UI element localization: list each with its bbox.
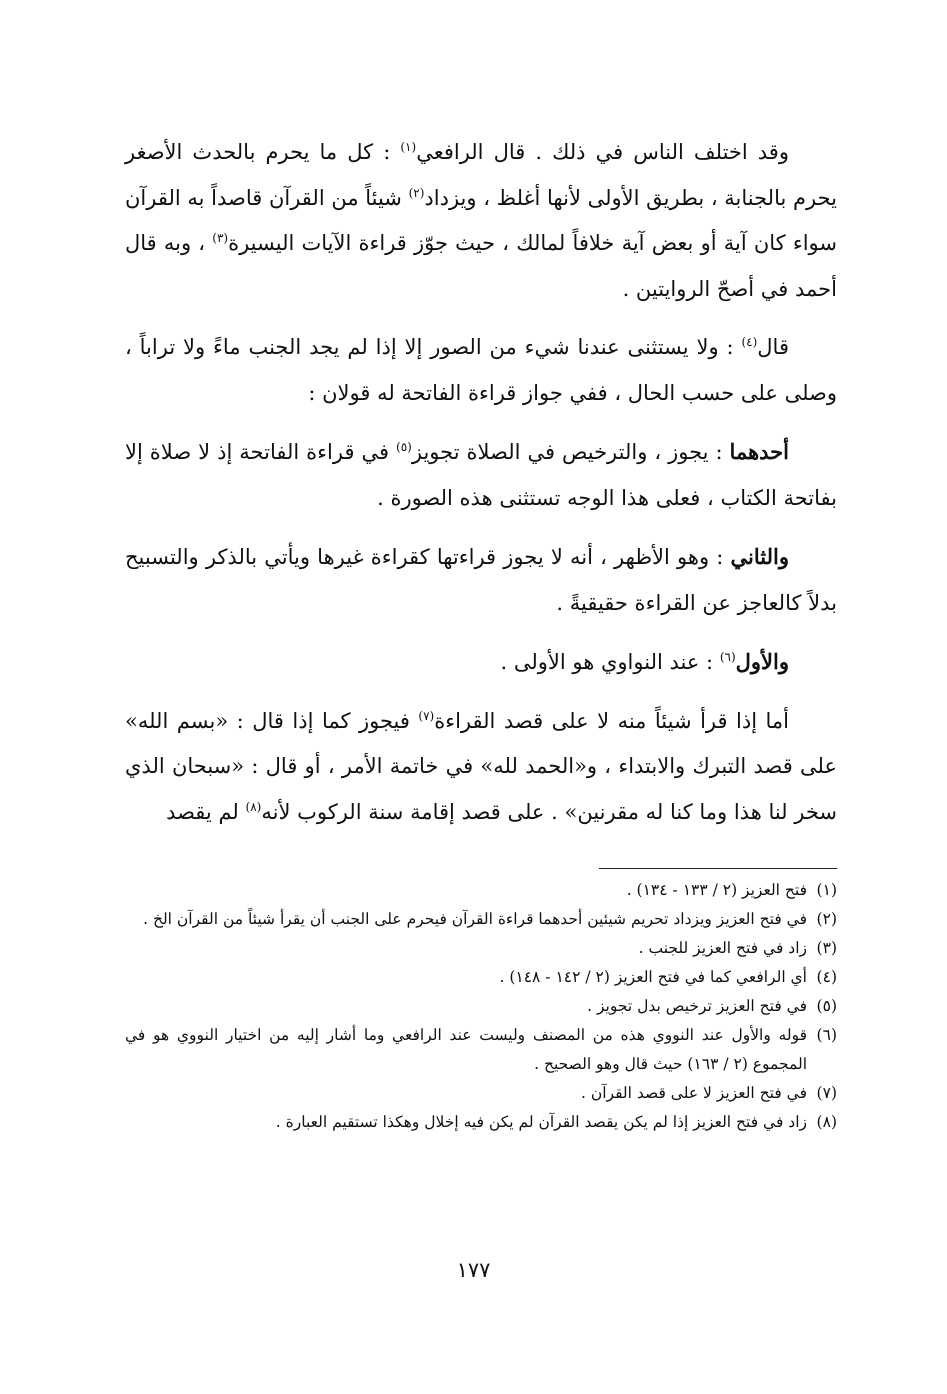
footnote-5 bbox=[125, 992, 837, 1021]
footnote-text: زاد في فتح العزيز للجنب . bbox=[638, 939, 807, 957]
text-run: فيجوز كما إذا قال : «بسم الله» على قصد التبرك والابتداء ، و«الحمد لله» في خاتمة الأمر ، أو قال : «سبحان الذي سخر لنا هذا وما كنا له مقرنين» . على قصد إقامة سنة الركوب لأنه bbox=[125, 708, 837, 824]
footnote-3 bbox=[125, 934, 837, 963]
text-run: لم يقصد bbox=[166, 799, 246, 824]
text-run: أما إذا قرأ شيئاً منه لا على قصد القراءة bbox=[434, 708, 790, 733]
footnote-2 bbox=[125, 905, 837, 934]
paragraph-4 bbox=[125, 534, 837, 626]
paragraph-lead: والثاني bbox=[730, 544, 789, 569]
footnote-ref-5: (٥) bbox=[396, 440, 412, 454]
paragraph-1 bbox=[125, 130, 837, 312]
footnote-number: (١) bbox=[816, 881, 837, 899]
footnote-8 bbox=[125, 1108, 837, 1137]
page-number: ١٧٧ bbox=[456, 1258, 491, 1282]
footnote-ref-6: (٦) bbox=[719, 650, 736, 664]
footnote-1 bbox=[125, 876, 837, 905]
footnote-number: (٤) bbox=[816, 968, 837, 986]
footnote-text: زاد في فتح العزيز إذا لم يكن يقصد القرآن لم يكن فيه إخلال وهكذا تستقيم العبارة . bbox=[275, 1112, 807, 1131]
paragraph-lead: أحدهما bbox=[729, 439, 789, 464]
footnotes bbox=[125, 876, 837, 1137]
text-run: قال bbox=[757, 335, 789, 359]
footnote-ref-1: (١) bbox=[400, 140, 417, 154]
footnote-6 bbox=[125, 1021, 837, 1078]
text-run: ، وبه قال أحمد في أصحّ الروايتين . bbox=[125, 231, 837, 301]
paragraph-6 bbox=[125, 699, 837, 836]
text-run: : كل ما يحرم بالحدث الأصغر يحرم بالجنابة ، بطريق الأولى لأنها أغلظ ، ويزداد bbox=[125, 140, 837, 210]
text-run: وقد اختلف الناس في ذلك . قال الرافعي bbox=[416, 140, 789, 164]
footnote-number: (٨) bbox=[816, 1112, 837, 1131]
footnote-number: (٧) bbox=[816, 1083, 837, 1102]
footnote-number: (٥) bbox=[816, 997, 837, 1015]
footnote-number: (٢) bbox=[816, 910, 837, 928]
footnote-text: أي الرافعي كما في فتح العزيز (٢ / ١٤٢ - ١٤٨) . bbox=[499, 968, 807, 986]
footnote-number: (٦) bbox=[816, 1026, 837, 1044]
paragraph-lead: والأول bbox=[735, 649, 789, 674]
paragraph-5 bbox=[125, 639, 837, 686]
text-run: : ولا يستثنى عندنا شيء من الصور إلا إذا لم يجد الجنب ماءً ولا تراباً ، وصلى على حسب الحال ، ففي جواز قراءة الفاتحة له قولان : bbox=[125, 335, 837, 405]
text-run: : وهو الأظهر ، أنه لا يجوز قراءتها كقراءة غيرها ويأتي بالذكر والتسبيح بدلاً كالعاجز عن القراءة حقيقيةً . bbox=[125, 545, 837, 615]
footnote-text: في فتح العزيز ويزداد تحريم شيئين أحدهما قراءة القرآن فيحرم على الجنب أن يقرأ شيئاً من القرآن الخ . bbox=[143, 910, 807, 928]
text-run: شيئاً من القرآن قاصداً به القرآن سواء كان آية أو بعض آية خلافاً لمالك ، حيث جوّز قراءة الآيات اليسيرة bbox=[125, 185, 837, 255]
footnote-ref-3: (٣) bbox=[212, 231, 229, 245]
text-run: : عند النواوي هو الأولى . bbox=[500, 650, 720, 674]
footnote-7 bbox=[125, 1079, 837, 1108]
text-run: في قراءة الفاتحة إذ لا صلاة إلا بفاتحة الكتاب ، فعلى هذا الوجه تستثنى هذه الصورة . bbox=[125, 440, 837, 510]
footnote-ref-4: (٤) bbox=[741, 335, 758, 349]
paragraph-2 bbox=[125, 325, 837, 416]
footnote-ref-2: (٢) bbox=[408, 185, 425, 200]
text-run: : يجوز ، والترخيص في الصلاة تجويز bbox=[411, 440, 730, 464]
footnote-text: في فتح العزيز ترخيص بدل تجويز . bbox=[587, 997, 807, 1015]
footnote-text: في فتح العزيز لا على قصد القرآن . bbox=[581, 1083, 807, 1102]
footnote-4 bbox=[125, 963, 837, 992]
footnote-ref-8: (٨) bbox=[245, 799, 262, 814]
main-text bbox=[125, 130, 837, 848]
footnote-ref-7: (٧) bbox=[418, 708, 435, 723]
footnote-text: فتح العزيز (٢ / ١٣٣ - ١٣٤) . bbox=[626, 881, 807, 899]
footnote-divider bbox=[599, 868, 837, 869]
paragraph-3 bbox=[125, 429, 837, 521]
footnote-text: قوله والأول عند النووي هذه من المصنف وليست عند الرافعي وما أشار إليه من اختيار النووي هو في المجموع (٢ / ١٦٣) حيث قال وهو الصحيح . bbox=[125, 1026, 807, 1073]
footnote-number: (٣) bbox=[816, 939, 837, 957]
